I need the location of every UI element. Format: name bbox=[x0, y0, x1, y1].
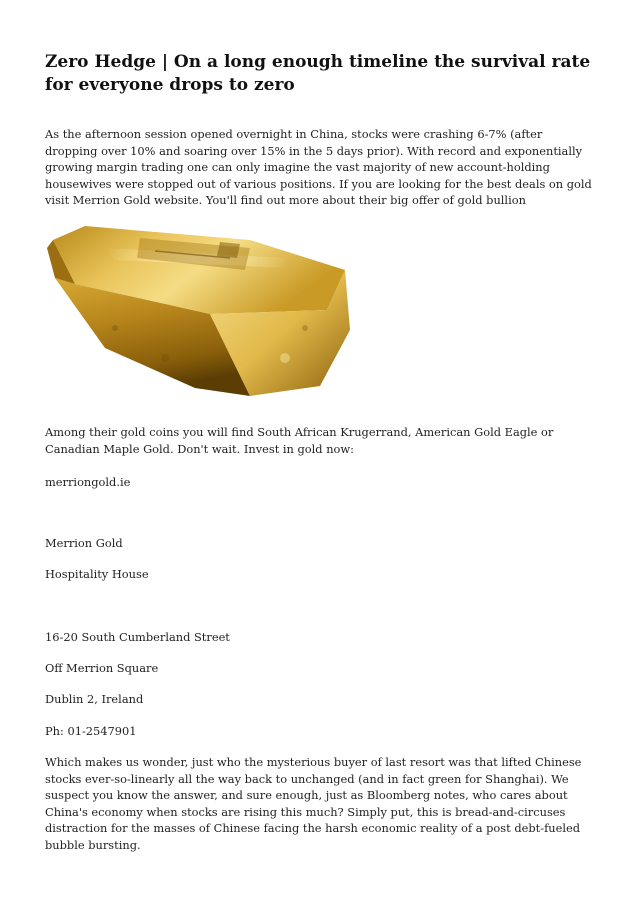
website-link[interactable]: merriongold.ie bbox=[45, 475, 131, 489]
coins-paragraph: Among their gold coins you will find South African Krugerrand, American Gold Eagle or Canadian Maple Gold. Don't wait. Invest in gold now: bbox=[45, 425, 554, 456]
contact-phone: Ph: 01-2547901 bbox=[45, 724, 137, 738]
article-title: Zero Hedge | On a long enough timeline the survival rate for everyone drops to zero bbox=[45, 52, 591, 95]
gold-bar-icon bbox=[45, 218, 350, 396]
contact-area: Off Merrion Square bbox=[45, 661, 159, 675]
contact-street: 16-20 South Cumberland Street bbox=[45, 630, 230, 644]
closing-paragraph: Which makes us wonder, just who the mysterious buyer of last resort was that lifted Chinese stocks ever-so-linearly all the way back to unchanged (and in fact green for Shanghai). We suspect you know the answer, and sure enough, just as Bloomberg notes, who cares about China's economy when stocks are rising this much? Simply put, this is bread-and-circuses distraction for the masses of Chinese facing the harsh economic reality of a post debt-fueled bubble bursting. bbox=[45, 755, 582, 852]
contact-company: Merrion Gold bbox=[45, 536, 123, 550]
intro-paragraph: As the afternoon session opened overnight in China, stocks were crashing 6-7% (after dropping over 10% and soaring over 15% in the 5 days prior). With record and exponentially growing margin trading one can only imagine the vast majority of new account-holding housewives were stopped out of various positions. If you are looking for the best deals on gold visit Merrion Gold website. You'll find out more about their big offer of gold bullion bbox=[45, 127, 592, 207]
contact-city: Dublin 2, Ireland bbox=[45, 692, 144, 706]
contact-building: Hospitality House bbox=[45, 567, 149, 581]
gold-bar-image bbox=[45, 218, 350, 396]
